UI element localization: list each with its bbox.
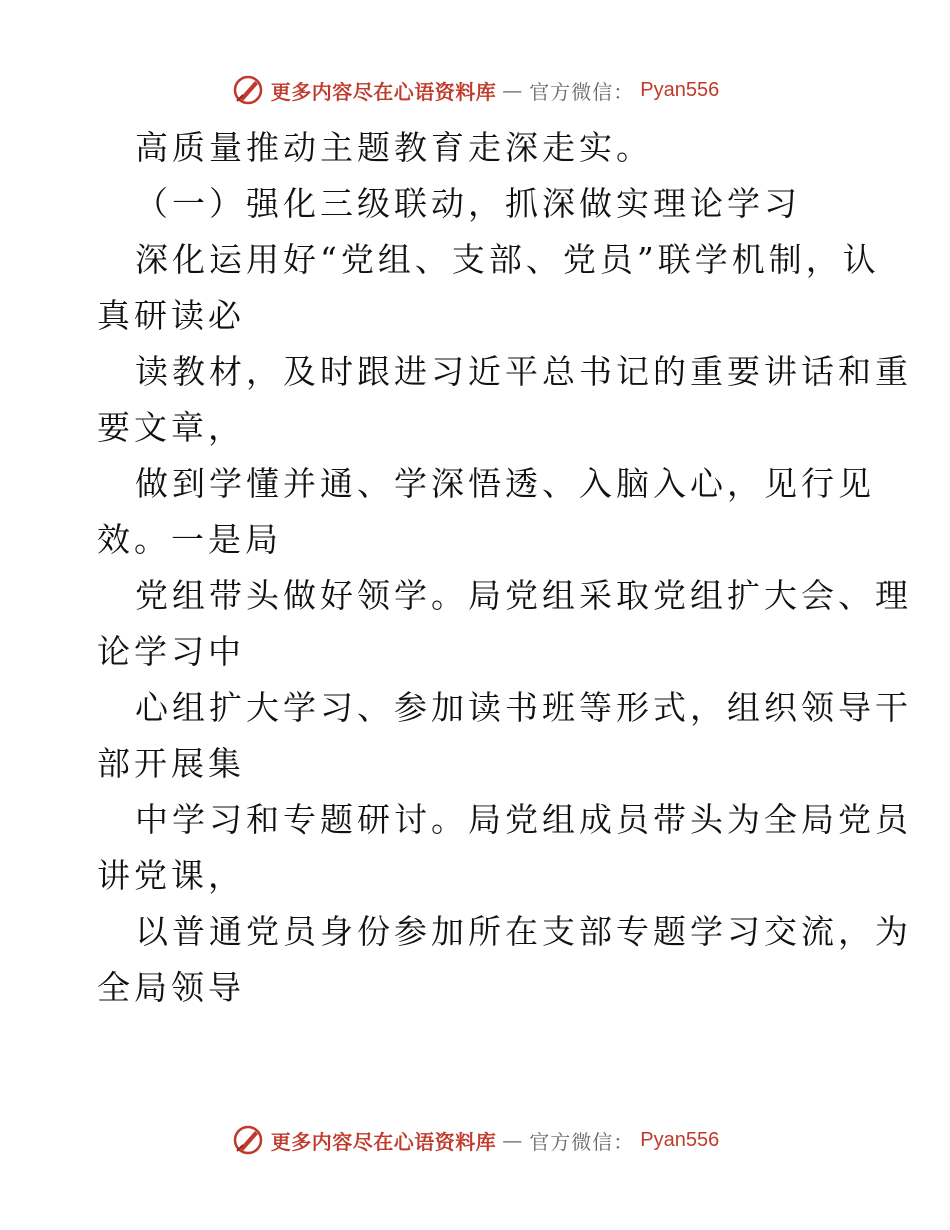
- text-line: 以普通党员身份参加所在支部专题学习交流，为: [135, 912, 912, 951]
- text-line: 中学习和专题研讨。局党组成员带头为全局党员: [135, 800, 912, 839]
- quill-pen-logo-icon: [231, 73, 265, 107]
- text-line: 部开展集: [97, 744, 245, 783]
- text-line: 讲党课，: [97, 856, 245, 895]
- text-line: 全局领导: [97, 968, 245, 1007]
- document-body: [97, 120, 912, 1016]
- quill-pen-logo-icon: [231, 1123, 265, 1157]
- text-line: 真研读必: [97, 296, 245, 335]
- text-line: 要文章，: [97, 408, 245, 447]
- text-line: 读教材，及时跟进习近平总书记的重要讲话和重: [135, 352, 912, 391]
- text-line: 高质量推动主题教育走深走实。: [135, 128, 653, 167]
- watermark-dash: —: [502, 1128, 524, 1152]
- text-line: 做到学懂并通、学深悟透、入脑入心，见行见: [135, 464, 875, 503]
- text-line: 心组扩大学习、参加读书班等形式，组织领导干: [135, 688, 912, 727]
- text-line: 效。一是局: [97, 520, 282, 559]
- text-line: 论学习中: [97, 632, 245, 671]
- watermark-account: Pyan556: [640, 1128, 720, 1151]
- watermark-label: 官方微信：: [529, 1129, 635, 1154]
- watermark-account: Pyan556: [640, 78, 720, 101]
- footer-watermark: [0, 1120, 950, 1160]
- watermark-site-text: 更多内容尽在心语资料库: [270, 79, 497, 104]
- text-line: 深化运用好“党组、支部、党员”联学机制，认: [135, 240, 880, 279]
- watermark-dash: —: [502, 78, 524, 102]
- text-line: （一）强化三级联动，抓深做实理论学习: [135, 184, 801, 223]
- text-line: 党组带头做好领学。局党组采取党组扩大会、理: [135, 576, 912, 615]
- watermark-site-text: 更多内容尽在心语资料库: [270, 1129, 497, 1154]
- watermark-label: 官方微信：: [529, 79, 635, 104]
- header-watermark: [0, 70, 950, 110]
